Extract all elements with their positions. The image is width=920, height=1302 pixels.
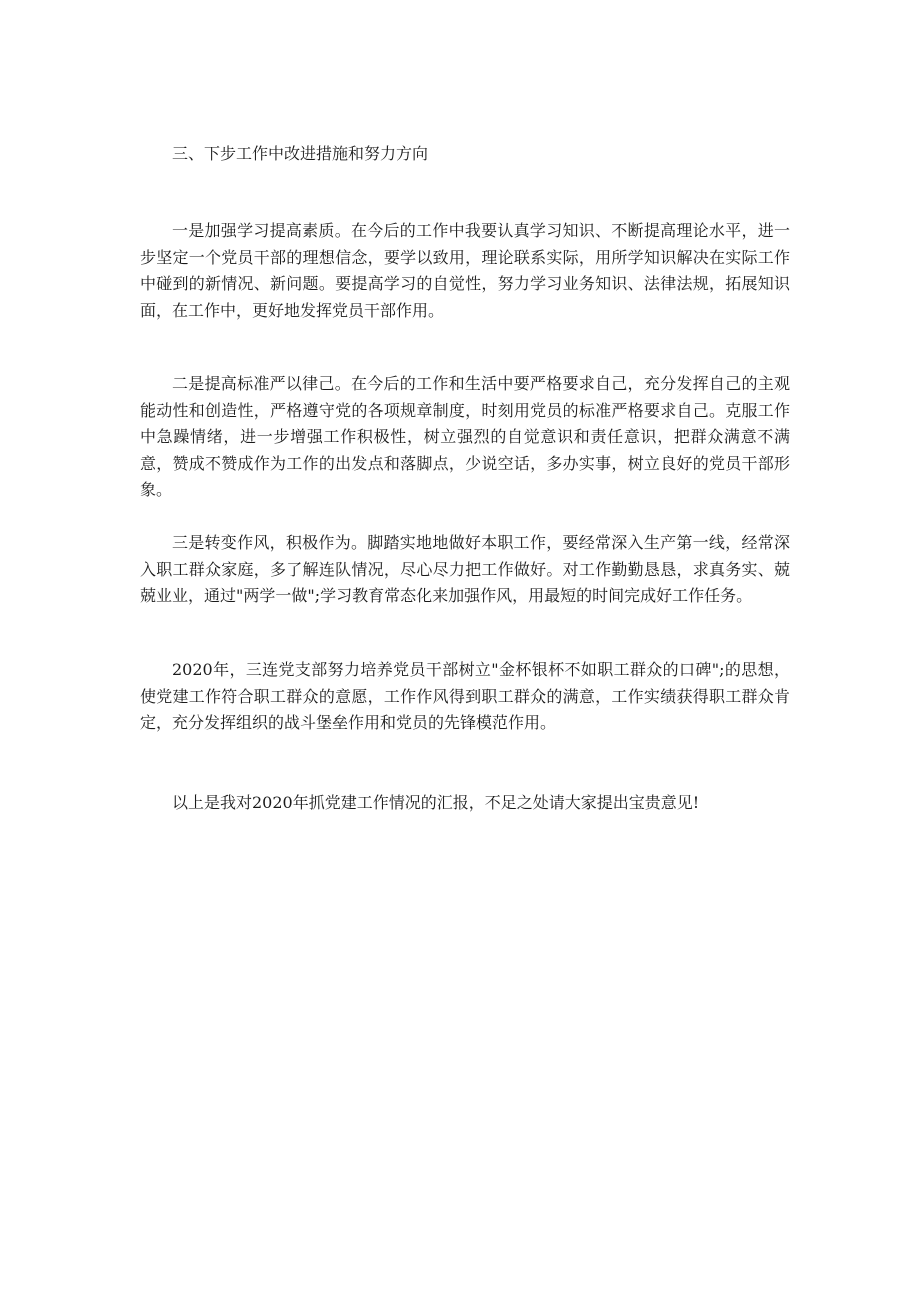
paragraph-branch-summary: 2020年，三连党支部努力培养党员干部树立"金杯银杯不如职工群众的口碑";的思想，使党建工作符合职工群众的意愿，工作作风得到职工群众的满意，工作实绩获得职工群众肯定，充分发挥组织的战斗堡垒作用和党员的先锋模范作用。 [140, 660, 790, 732]
paragraph-closing: 以上是我对2020年抓党建工作情况的汇报，不足之处请大家提出宝贵意见! [172, 793, 700, 812]
paragraph-study: 一是加强学习提高素质。在今后的工作中我要认真学习知识、不断提高理论水平，进一步坚定一个党员干部的理想信念，要学以致用，理论联系实际，用所学知识解决在实际工作中碰到的新情况、新问题。要提高学习的自觉性，努力学习业务知识、法律法规，拓展知识面，在工作中，更好地发挥党员干部作用。 [140, 221, 790, 320]
section-heading: 三、下步工作中改进措施和努力方向 [172, 144, 429, 163]
paragraph-work-style: 三是转变作风，积极作为。脚踏实地地做好本职工作，要经常深入生产第一线，经常深入职工群众家庭，多了解连队情况，尽心尽力把工作做好。对工作勤勤恳恳，求真务实、兢兢业业，通过"两学一做";学习教育常态化来加强作风，用最短的时间完成好工作任务。 [140, 533, 790, 605]
paragraph-discipline: 二是提高标准严以律己。在今后的工作和生活中要严格要求自己，充分发挥自己的主观能动性和创造性，严格遵守党的各项规章制度，时刻用党员的标准严格要求自己。克服工作中急躁情绪，进一步增强工作积极性，树立强烈的自觉意识和责任意识，把群众满意不满意，赞成不赞成作为工作的出发点和落脚点，少说空话，多办实事，树立良好的党员干部形象。 [140, 374, 790, 499]
